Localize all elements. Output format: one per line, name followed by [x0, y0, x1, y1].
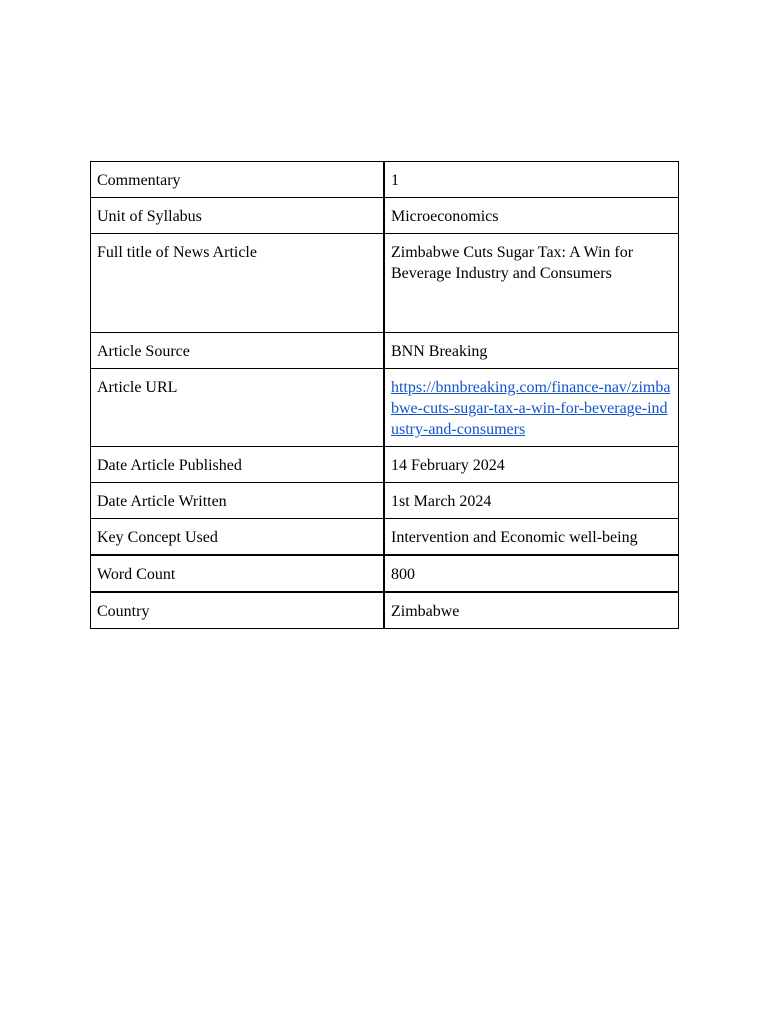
row-value-unit-of-syllabus: Microeconomics	[384, 198, 679, 234]
table-row	[91, 369, 679, 447]
row-label-article-source: Article Source	[91, 333, 384, 369]
table-row	[91, 162, 679, 198]
commentary-info-table	[90, 161, 679, 629]
row-label-key-concept: Key Concept Used	[91, 519, 384, 556]
table-row	[91, 234, 679, 333]
row-value-country: Zimbabwe	[384, 592, 679, 629]
row-value-article-source: BNN Breaking	[384, 333, 679, 369]
row-value-commentary: 1	[384, 162, 679, 198]
table-row	[91, 592, 679, 629]
row-label-article-url: Article URL	[91, 369, 384, 447]
table-row	[91, 333, 679, 369]
row-value-article-url	[384, 369, 679, 447]
article-url-link[interactable]: https://bnnbreaking.com/finance-nav/zimbabwe-cuts-sugar-tax-a-win-for-beverage-industry-and-consumers	[390, 379, 671, 438]
row-label-country: Country	[91, 592, 384, 629]
table-row	[91, 483, 679, 519]
row-value-word-count: 800	[384, 555, 679, 592]
table-row	[91, 198, 679, 234]
table-row	[91, 555, 679, 592]
row-label-commentary: Commentary	[91, 162, 384, 198]
row-value-full-title: Zimbabwe Cuts Sugar Tax: A Win for Beverage Industry and Consumers	[384, 234, 679, 333]
row-label-word-count: Word Count	[91, 555, 384, 592]
table-row	[91, 519, 679, 556]
row-label-full-title: Full title of News Article	[91, 234, 384, 333]
row-value-date-written: 1st March 2024	[384, 483, 679, 519]
row-label-date-written: Date Article Written	[91, 483, 384, 519]
row-label-unit-of-syllabus: Unit of Syllabus	[91, 198, 384, 234]
row-value-key-concept: Intervention and Economic well-being	[384, 519, 679, 556]
row-value-date-published: 14 February 2024	[384, 447, 679, 483]
table-row	[91, 447, 679, 483]
row-label-date-published: Date Article Published	[91, 447, 384, 483]
